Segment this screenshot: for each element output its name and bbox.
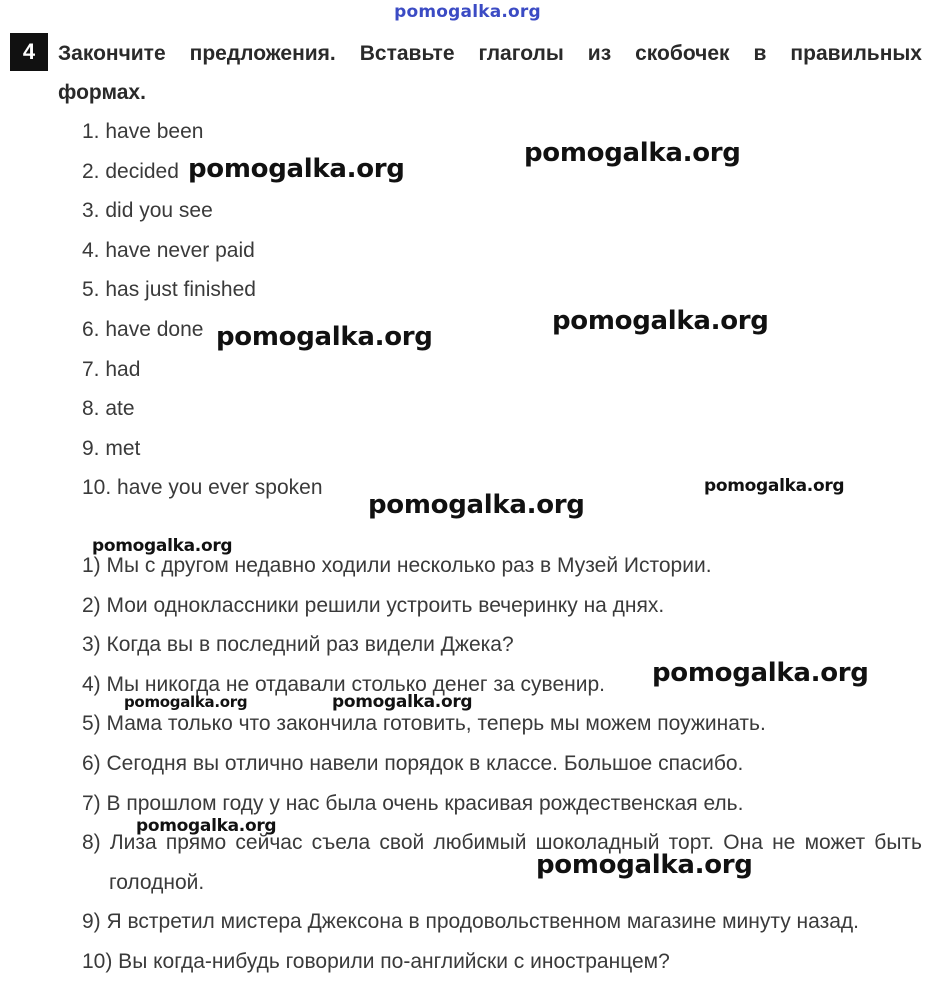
watermark: pomogalka.org (136, 816, 277, 836)
translation-item: 8) Лиза прямо сейчас съела свой любимый шоколадный торт. Она не может быть голодной. (82, 831, 922, 894)
answer-item: 4. have never paid (82, 238, 255, 262)
task-number-badge: 4 (10, 33, 48, 71)
watermark: pomogalka.org (704, 476, 845, 496)
translation-item: 6) Сегодня вы отлично навели порядок в классе. Большое спасибо. (82, 751, 744, 775)
task-heading: Закончите предложения. Вставьте глаголы из скобочек в правильных формах. (58, 42, 922, 104)
answer-item: 7. had (82, 357, 141, 381)
translation-item: 1) Мы с другом недавно ходили несколько раз в Музей Истории. (82, 554, 712, 577)
watermark: pomogalka.org (332, 692, 473, 712)
watermark: pomogalka.org (536, 850, 753, 880)
watermark: pomogalka.org (92, 536, 233, 556)
answer-item: 8. ate (82, 397, 135, 421)
answer-item: 1. have been (82, 120, 204, 143)
watermark: pomogalka.org (368, 490, 585, 520)
answer-item: 2. decided (82, 159, 179, 183)
watermark: pomogalka.org (216, 322, 433, 352)
translation-item: 7) В прошлом году у нас была очень красивая рождественская ель. (82, 791, 744, 815)
answer-item: 5. has just finished (82, 278, 256, 302)
top-watermark: pomogalka.org (394, 2, 541, 22)
translation-item: 10) Вы когда-нибудь говорили по-английски с иностранцем? (82, 949, 670, 973)
answer-item: 10. have you ever spoken (82, 476, 323, 500)
translation-item: 2) Мои одноклассники решили устроить вечеринку на днях. (82, 593, 665, 617)
translation-item: 9) Я встретил мистера Джексона в продовольственном магазине минуту назад. (82, 910, 859, 934)
answer-item: 9. met (82, 436, 141, 460)
answer-item: 3. did you see (82, 199, 213, 223)
watermark: pomogalka.org (552, 306, 769, 336)
translation-item: 3) Когда вы в последний раз видели Джека? (82, 633, 514, 657)
watermark: pomogalka.org (524, 138, 741, 168)
watermark: pomogalka.org (188, 154, 405, 184)
translations-list (82, 546, 922, 982)
translation-item: 4) Мы никогда не отдавали столько денег за сувенир. (82, 672, 605, 696)
translation-item: 5) Мама только что закончила готовить, теперь мы можем поужинать. (82, 712, 766, 736)
watermark: pomogalka.org (652, 658, 869, 688)
watermark: pomogalka.org (124, 693, 248, 711)
answer-item: 6. have done (82, 317, 204, 341)
